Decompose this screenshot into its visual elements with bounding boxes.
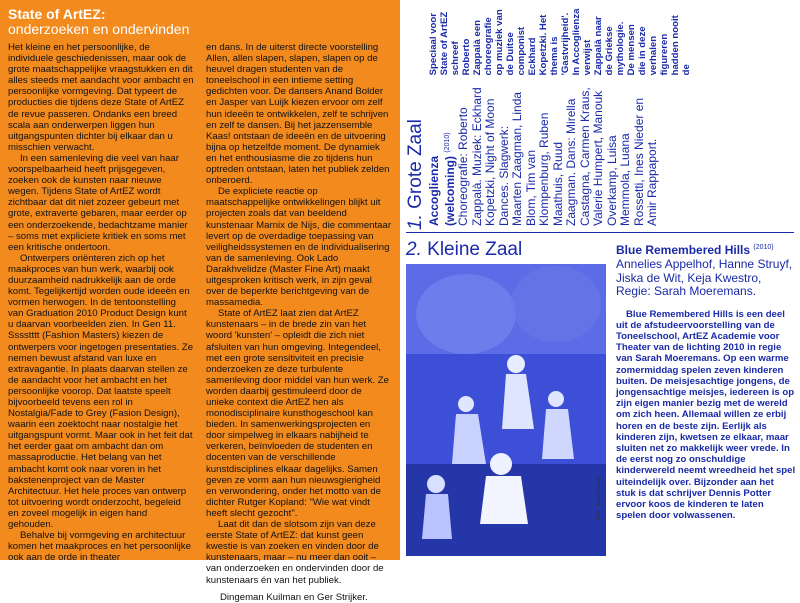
show-title	[428, 85, 457, 226]
paragraph: Behalve bij vormgeving en architectuur komen het maakproces en het persoonlijke ook aan de orde in theater	[8, 530, 191, 564]
photo-illustration	[406, 264, 606, 556]
show-year: (2010)	[444, 132, 451, 153]
kleine-zaal-text	[616, 241, 796, 521]
grote-zaal-section	[406, 4, 796, 230]
text-column-2	[206, 42, 392, 603]
section-number: 1.	[405, 214, 426, 230]
section-number: 2.	[406, 239, 422, 260]
text-columns	[8, 42, 392, 603]
show-description: Blue Remembered Hills is een deel uit de afstudeervoorstelling van de Toneelschool, ArtEZ Academie voor Theater van de lichting 2010 in regie van Sarah Moeremans. Op een warme zomermiddag spelen zeven kinderen buiten. De meisjesachtige jongens, de jongensachtige meisjes, iedereen is op zijn eigen manier bezig met de wereld om zich heen. Allemaal willen ze erbij horen en de beste zijn. Eerlijk als kinderen zijn, kwetsen ze elkaar, maar sluiten net zo makkelijk weer vrede. In de eerst nog zo onschuldige kinderwereld neemt wreedheid het spel uiteindelijk over. Bijzonder aan het stuk is dat schrijver Dennis Potter ervoor koos de kinderen te laten spelen door volwassenen.	[616, 308, 796, 522]
right-page	[400, 0, 800, 560]
section-name: Kleine Zaal	[427, 239, 523, 260]
paragraph: Laat dit dan de slotsom zijn van deze eerste State of ArtEZ: dat kunst geen kwestie is van zoeken en vinden door de kunstenaars, maar – nu meer dan ooit – van onderzoeken en ondervinden door de kunstenaars én van het publiek.	[206, 519, 384, 586]
paragraph: De expliciete reactie op maatschappelijke ontwikkelingen blijkt uit projecten zoals dat van beeldend kunstenaar Marnix de Nijs, die commentaar levert op de overdadige toepassing van veiligheidssystemen en de individualisering van de samenleving. Ook Lado Darakhvelidze (Master Fine Art) maakt uitgesproken kritisch werk, in zijn geval over de beperkte berichtgeving van de massamedia.	[206, 186, 392, 309]
paragraph: State of ArtEZ laat zien dat ArtEZ kunstenaars – in de brede zin van het woord 'kunsten' – opleidt die zich niet afsluiten van hun omgeving. Integendeel, met een grote sensitiviteit en precisie onderzoeken ze deze turbulente samenleving door middel van hun werk. Ze worden daarbij gestimuleerd door de unieke context die ArtEZ hen als monodisciplinaire kunsthogeschool kan bieden. In samenwerkingsprojecten en door simpelweg in elkaars nabijheid te verkeren, beïnvloeden de studenten en docenten van de verschillende kunstdisciplines elkaar dagelijks. Samen geven ze vorm aan hun nieuwsgierigheid en verwondering, onder het motto van de dichter Rutger Kopland: "Wie wat vindt heeft slecht gezocht".	[206, 308, 389, 519]
signature: Dingeman Kuilman en Ger Strijker.	[220, 591, 368, 603]
grote-zaal-content	[428, 4, 692, 230]
page-title: State of ArtEZ:	[8, 6, 106, 22]
show-credits: Annelies Appelhof, Hanne Struyf, Jiska de Wit, Keja Kwestro, Regie: Sarah Moeremans.	[616, 257, 793, 298]
kleine-zaal-heading	[406, 239, 522, 261]
show-credits: Choreografie: Roberto Zappalà. Muziek: Eckhard Kopetzki, Night of Moon Dances. Slagwerk: Maarten Zaagman, Linda Blom, Tim van Klompenburg, Ruben Maathuis, Ruud Zaagman. Dans: Mirella Castagna, Carmen Kraus, Valerie Humpert, Manouk Overkamp, Luisa Memmola, Luana Rossetti, Ines Nieder en Amir Rappaport.	[456, 87, 659, 226]
section-name: Grote Zaal	[405, 119, 426, 209]
page-subtitle: onderzoeken en ondervinden	[8, 21, 190, 37]
show-description: Speciaal voor State of ArtEZ schreef Roberto Zappalà een choreografie op muziek van de Duitse componist Eckhard Kopetzki. Het thema is 'Gastvrijheid'. In Accoglienza verwijst Zappalà naar de Griekse mythologie. De mensen die in deze verhalen figureren hadden nooit de	[428, 8, 692, 76]
photo-credit: Foto: Tobias Hiemp	[596, 477, 602, 520]
paragraph: en dans. In de uiterst directe voorstelling Allen, allen slapen, slapen, slapen op de heuvel dragen studenten van de toneelschool in een intieme setting gedichten voor. De dansers Anand Bolder en Jasper van Luijk kiezen ervoor om zelf hun ideeën te ontwikkelen, zelf te schrijven en zelf te dansen. Bij het jazzensemble Kaas! ontstaan de ideeën en de uitvoering bijna op hetzelfde moment. De dynamiek en het enthousiasme die zo tijdens hun optreden ontstaan, laten het publiek zelden onberoerd.	[206, 42, 390, 187]
paragraph: In een samenleving die veel van haar voorspelbaarheid heeft prijsgegeven, zoeken ook de kunsten naar nieuwe wegen. Tijdens State of ArtEZ wordt zichtbaar dat dit niet zozeer gebeurt met grote, extraverte gebaren, maar eerder op een onderzoekende, bedachtzame manier – soms met expliciete kritiek en soms met een kritische ondertoon.	[8, 152, 188, 253]
show-title-text: Accoglienza (welcoming)	[427, 155, 457, 226]
show-title-text: Blue Remembered Hills	[616, 243, 751, 257]
show-year: (2010)	[753, 244, 774, 251]
paragraph: Ontwerpers oriënteren zich op het maakproces van hun werk, waarbij ook duurzaamheid nadrukkelijk aan de orde komt. Tegelijkertijd worden oude ideeën en vormen herwogen. In de tentoonstelling van Graduation 2010 Product Design kunt u daarvan voorbeelden zien. In Gen 11. Sssstttt (Fashion Masters) kiezen de ontwerpers voor ingetogen presentaties. Ze nemen bewust afstand van luxe en extravagantie. In plaats daarvan stellen ze de aandacht voor het ambacht en het persoonlijke voorop. Dat laatste speelt bijvoorbeeld tevens een rol in Nostalgia/Fade to Grey (Fasion Design), waarin een zoektocht naar nostalgie het uitgangspunt vormt. Maar ook in het feit dat het eerder gaat om ambacht dan om massaproductie. Het belang van het ambacht komt ook naar voren in het bakstenenproject van de Master Architectuur. Het hele proces van ontwerp tot uitvoering wordt onderzocht, begeleid en zoveel mogelijk in eigen hand gehouden.	[8, 252, 194, 531]
grote-zaal-rotated	[406, 4, 796, 230]
paragraph: Het kleine en het persoonlijke, de individuele geschiedenissen, maar ook de grote maatschappelijke vraagstukken en dit alles steeds met aandacht voor ambacht en persoonlijke vormgeving. Dat typeert de producties die tijdens deze State of ArtEZ de revue passeren. Ondanks een breed scala aan onderwerpen liggen hun uitgangspunten dichter bij elkaar dan u misschien verwacht.	[8, 42, 194, 153]
performance-photo	[406, 264, 606, 556]
grote-zaal-credits-column	[428, 85, 692, 226]
text-column-1	[8, 42, 194, 603]
show-title	[616, 241, 796, 257]
section-divider	[406, 232, 794, 233]
grote-zaal-heading	[406, 4, 426, 230]
